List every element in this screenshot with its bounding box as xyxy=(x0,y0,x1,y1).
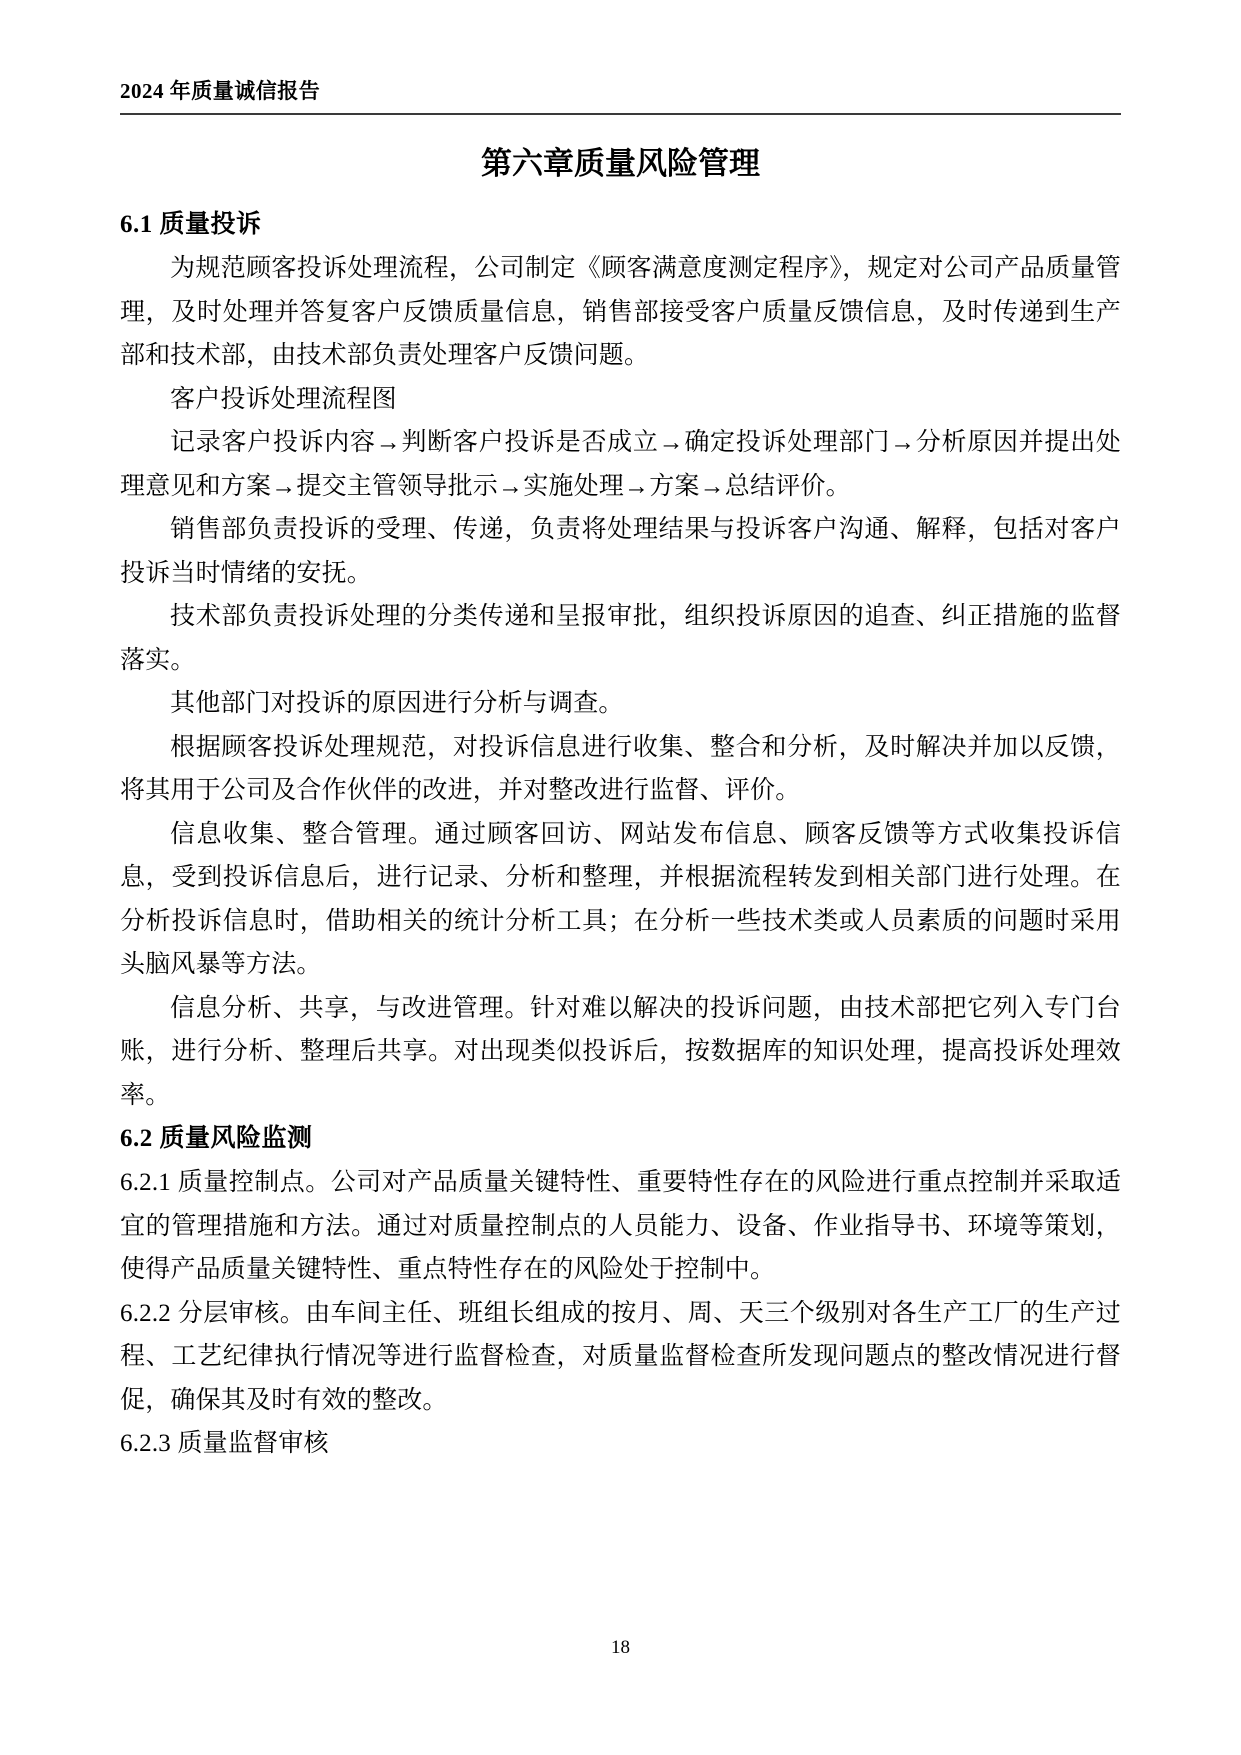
paragraph-other-depts: 其他部门对投诉的原因进行分析与调查。 xyxy=(170,690,624,717)
page-number: 18 xyxy=(611,1637,630,1658)
page-footer xyxy=(0,1637,1241,1659)
paragraph-6-2-1-control-points: 6.2.1 质量控制点。公司对产品质量关键特性、重要特性存在的风险进行重点控制并采取适宜的管理措施和方法。通过对质量控制点的人员能力、设备、作业指导书、环境等策划，使得产品质量关键特性、重点特性存在的风险处于控制中。 xyxy=(120,1169,1121,1283)
chapter-title: 第六章质量风险管理 xyxy=(481,146,760,181)
section-heading-6-1: 6.1 质量投诉 xyxy=(120,211,262,238)
paragraph-info-analysis: 信息分析、共享，与改进管理。针对难以解决的投诉问题，由技术部把它列入专门台账，进行分析、整理后共享。对出现类似投诉后，按数据库的知识处理，提高投诉处理效率。 xyxy=(120,994,1121,1109)
header-title: 2024 年质量诚信报告 xyxy=(120,79,321,103)
paragraph-sales-dept: 销售部负责投诉的受理、传递，负责将处理结果与投诉客户沟通、解释，包括对客户投诉当时情绪的安抚。 xyxy=(120,516,1121,587)
paragraph-tech-dept: 技术部负责投诉处理的分类传递和呈报审批，组织投诉原因的追查、纠正措施的监督落实。 xyxy=(120,603,1121,674)
section-heading-6-2: 6.2 质量风险监测 xyxy=(120,1125,313,1152)
document-body xyxy=(120,203,1121,1466)
paragraph-6-2-2-layered-audit: 6.2.2 分层审核。由车间主任、班组长组成的按月、周、天三个级别对各生产工厂的生产过程、工艺纪律执行情况等进行监督检查，对质量监督检查所发现问题点的整改情况进行督促，确保其及时有效的整改。 xyxy=(120,1299,1121,1414)
paragraph-6-1-intro: 为规范顾客投诉处理流程，公司制定《顾客满意度测定程序》，规定对公司产品质量管理，及时处理并答复客户反馈质量信息，销售部接受客户质量反馈信息，及时传递到生产部和技术部，由技术部负责处理客户反馈问题。 xyxy=(120,255,1121,369)
header-rule xyxy=(120,113,1121,115)
paragraph-flowchart-caption: 客户投诉处理流程图 xyxy=(170,385,397,413)
paragraph-flowchart-steps: 记录客户投诉内容→判断客户投诉是否成立→确定投诉处理部门→分析原因并提出处理意见和方案→提交主管领导批示→实施处理→方案→总结评价。 xyxy=(120,429,1121,500)
paragraph-6-2-3-quality-supervision: 6.2.3 质量监督审核 xyxy=(120,1430,329,1457)
paragraph-complaint-spec: 根据顾客投诉处理规范，对投诉信息进行收集、整合和分析，及时解决并加以反馈，将其用于公司及合作伙伴的改进，并对整改进行监督、评价。 xyxy=(120,733,1121,804)
paragraph-info-collection: 信息收集、整合管理。通过顾客回访、网站发布信息、顾客反馈等方式收集投诉信息，受到投诉信息后，进行记录、分析和整理，并根据流程转发到相关部门进行处理。在分析投诉信息时，借助相关的统计分析工具；在分析一些技术类或人员素质的问题时采用头脑风暴等方法。 xyxy=(120,820,1121,978)
page-header xyxy=(120,78,1121,115)
